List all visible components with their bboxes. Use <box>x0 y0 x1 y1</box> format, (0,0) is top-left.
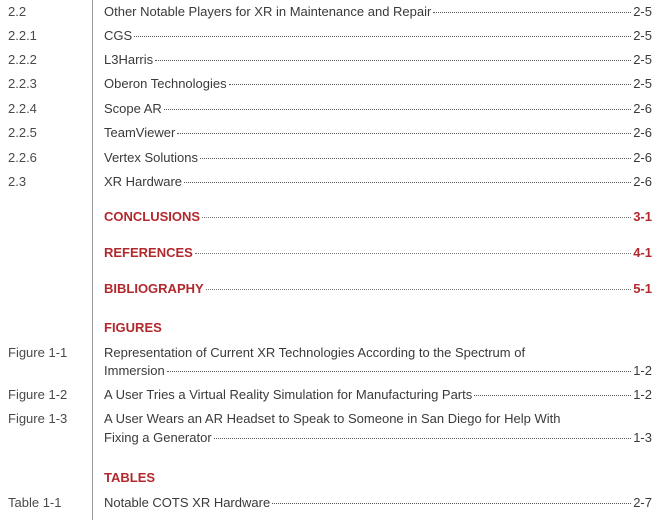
chapter-title: BIBLIOGRAPHY <box>104 281 204 296</box>
page-number: 2-6 <box>633 101 652 116</box>
section-number: 2.2 <box>8 4 27 19</box>
dot-leader <box>229 84 632 85</box>
section-number: 2.2.3 <box>8 76 37 91</box>
section-title: Vertex Solutions <box>104 150 198 165</box>
chapter-title: CONCLUSIONS <box>104 209 201 224</box>
figures-heading: FIGURES <box>104 320 162 335</box>
figure-title-line: Representation of Current XR Technologies According to the Spectrum of <box>104 345 526 360</box>
section-title: CGS <box>104 28 133 43</box>
column-divider <box>92 0 93 520</box>
section-title: TeamViewer <box>104 125 176 140</box>
dot-leader <box>206 289 632 290</box>
page-number: 2-5 <box>633 4 652 19</box>
figure-title-continued: Immersion <box>104 363 165 378</box>
figure-title: A User Tries a Virtual Reality Simulation for Manufacturing Parts <box>104 387 473 402</box>
page-number: 2-5 <box>633 28 652 43</box>
page-number: 1-2 <box>633 387 652 402</box>
section-number: 2.2.1 <box>8 28 37 43</box>
figure-number: Figure 1-2 <box>8 387 68 402</box>
table-title: Notable COTS XR Hardware <box>104 495 271 510</box>
dot-leader <box>474 395 631 396</box>
page-number: 3-1 <box>633 209 652 224</box>
dot-leader <box>155 60 631 61</box>
section-number: 2.2.2 <box>8 52 37 67</box>
dot-leader <box>272 503 631 504</box>
section-number: 2.2.5 <box>8 125 37 140</box>
dot-leader <box>167 371 632 372</box>
figure-title-continued: Fixing a Generator <box>104 430 212 445</box>
section-title: Scope AR <box>104 101 162 116</box>
dot-leader <box>214 438 632 439</box>
page-number: 5-1 <box>633 281 652 296</box>
dot-leader <box>184 182 631 183</box>
page-number: 2-5 <box>633 76 652 91</box>
figure-number: Figure 1-3 <box>8 411 68 426</box>
section-title: Other Notable Players for XR in Maintenance and Repair <box>104 4 432 19</box>
page-number: 4-1 <box>633 245 652 260</box>
dot-leader <box>202 217 631 218</box>
page-number: 2-7 <box>633 495 652 510</box>
dot-leader <box>134 36 631 37</box>
dot-leader <box>195 253 631 254</box>
dot-leader <box>433 12 631 13</box>
section-title: XR Hardware <box>104 174 183 189</box>
figure-number: Figure 1-1 <box>8 345 68 360</box>
page-number: 2-6 <box>633 125 652 140</box>
dot-leader <box>177 133 631 134</box>
page-number: 2-6 <box>633 150 652 165</box>
section-number: 2.2.4 <box>8 101 37 116</box>
dot-leader <box>200 158 631 159</box>
page-number: 2-6 <box>633 174 652 189</box>
section-title: L3Harris <box>104 52 154 67</box>
figure-title-line: A User Wears an AR Headset to Speak to Someone in San Diego for Help With <box>104 411 561 426</box>
dot-leader <box>164 109 631 110</box>
chapter-title: REFERENCES <box>104 245 193 260</box>
section-number: 2.2.6 <box>8 150 37 165</box>
section-number: 2.3 <box>8 174 27 189</box>
section-title: Oberon Technologies <box>104 76 227 91</box>
page-number: 1-3 <box>633 430 652 445</box>
page-number: 1-2 <box>633 363 652 378</box>
tables-heading: TABLES <box>104 470 156 485</box>
page-number: 2-5 <box>633 52 652 67</box>
table-number: Table 1-1 <box>8 495 62 510</box>
